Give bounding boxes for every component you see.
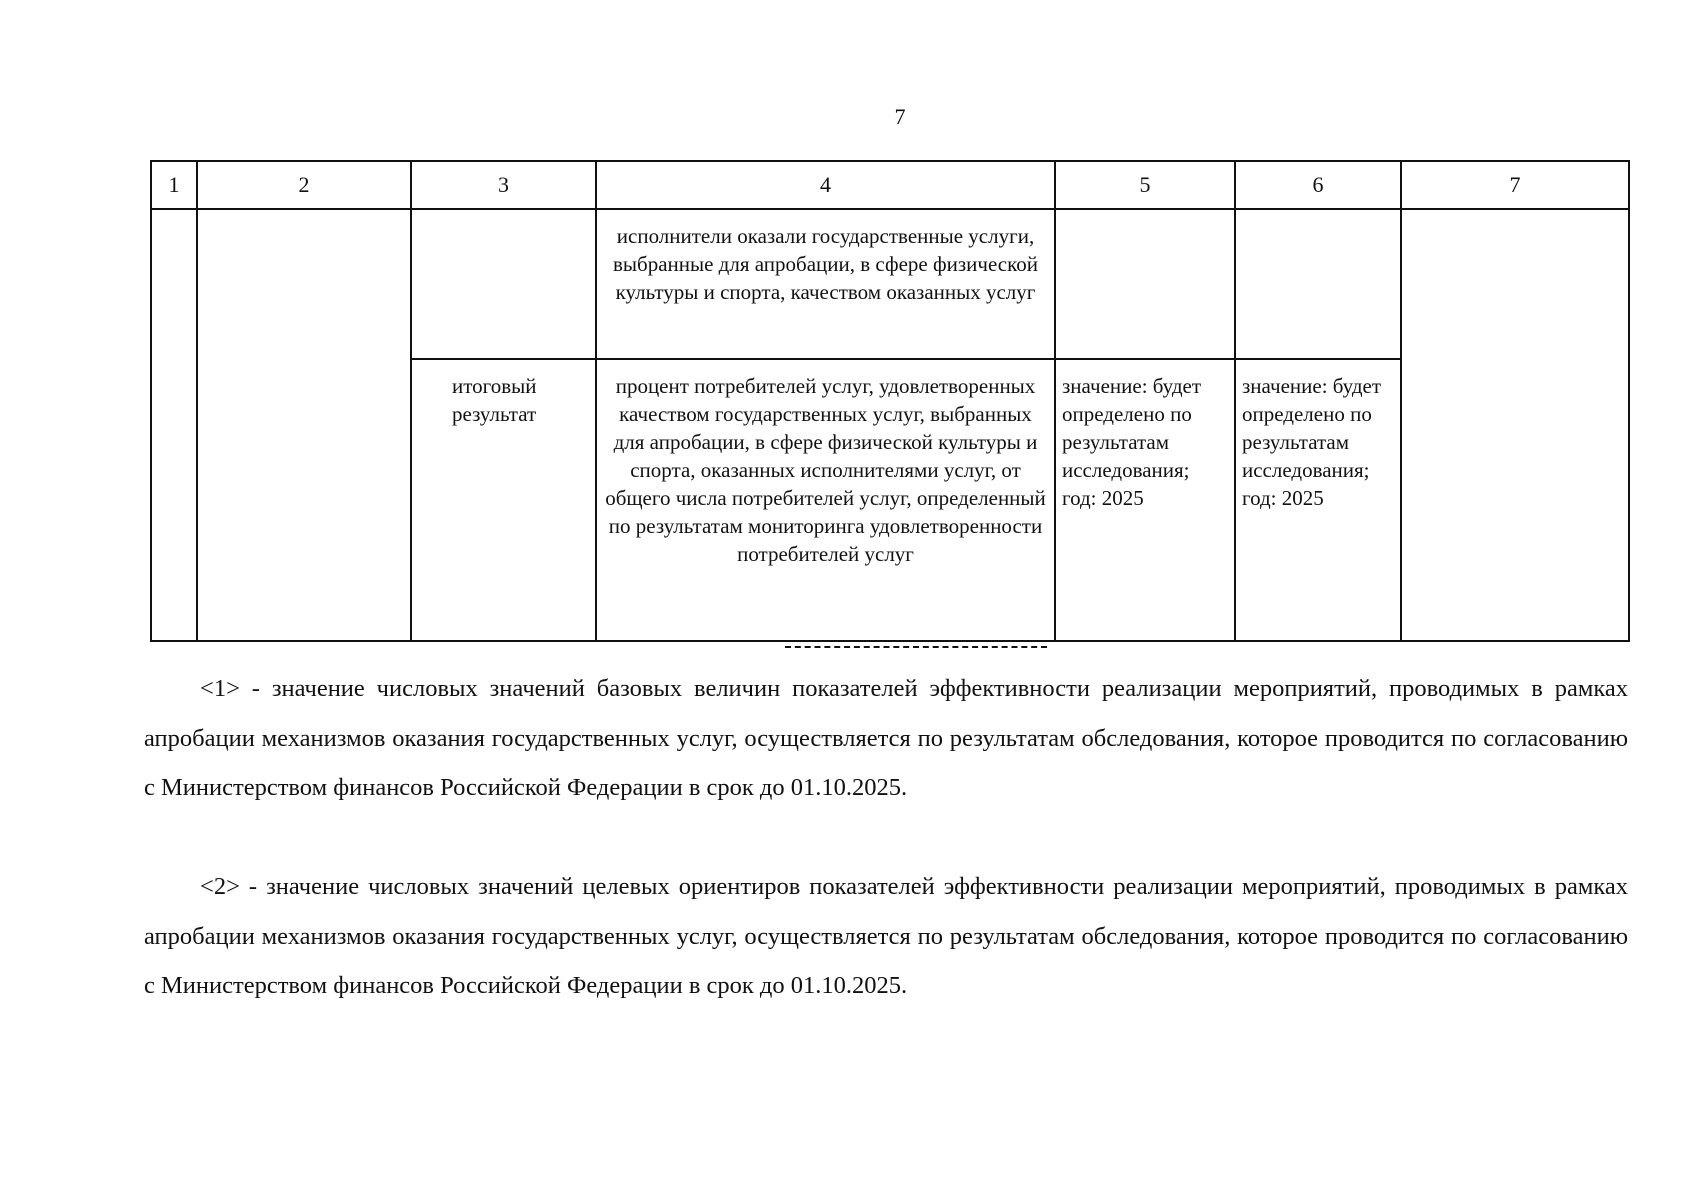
table-cell-col4: процент потребителей услуг, удовлетворенных качеством государственных услуг, выбранных для апробации, в сфере физической культуры и спорта, оказанных исполнителями услуг, от общего числа потребителей услуг, определенный по результатам мониторинга удовлетворенности потребителей услуг bbox=[596, 359, 1055, 641]
column-header-6: 6 bbox=[1235, 161, 1401, 209]
column-header-4: 4 bbox=[596, 161, 1055, 209]
footnote-1: <1> - значение числовых значений базовых величин показателей эффективности реализации мероприятий, проводимых в рамках апробации механизмов оказания государственных услуг, осуществляется по результатам обследования, которое проводится по согласованию с Министерством финансов Российской Федерации в срок до 01.10.2025. bbox=[144, 675, 1628, 801]
table-cell-col4: исполнители оказали государственные услуги, выбранные для апробации, в сфере физической культуры и спорта, качеством оказанных услуг bbox=[596, 209, 1055, 359]
column-header-7: 7 bbox=[1401, 161, 1629, 209]
column-header-5: 5 bbox=[1055, 161, 1235, 209]
table-cell-col6 bbox=[1235, 209, 1401, 359]
page-number: 7 bbox=[894, 104, 906, 129]
table-cell-col6: значение: будет определено по результатам исследования; год: 2025 bbox=[1235, 359, 1401, 641]
column-header-3: 3 bbox=[411, 161, 596, 209]
table-header-row bbox=[151, 161, 1629, 209]
indicators-table bbox=[150, 160, 1630, 642]
table-cell-col7 bbox=[1401, 209, 1629, 641]
table-cell-col3: итоговый результат bbox=[411, 359, 596, 641]
table-cell-col3 bbox=[411, 209, 596, 359]
column-header-2: 2 bbox=[197, 161, 411, 209]
footnote-separator bbox=[785, 646, 1047, 648]
table-cell-col5: значение: будет определено по результатам исследования; год: 2025 bbox=[1055, 359, 1235, 641]
table-cell-col2 bbox=[197, 209, 411, 641]
table-cell-col5 bbox=[1055, 209, 1235, 359]
column-header-1: 1 bbox=[151, 161, 197, 209]
footnote-2: <2> - значение числовых значений целевых ориентиров показателей эффективности реализации мероприятий, проводимых в рамках апробации механизмов оказания государственных услуг, осуществляется по результатам обследования, которое проводится по согласованию с Министерством финансов Российской Федерации в срок до 01.10.2025. bbox=[144, 873, 1628, 999]
table-cell-col1 bbox=[151, 209, 197, 641]
table-row bbox=[151, 209, 1629, 359]
